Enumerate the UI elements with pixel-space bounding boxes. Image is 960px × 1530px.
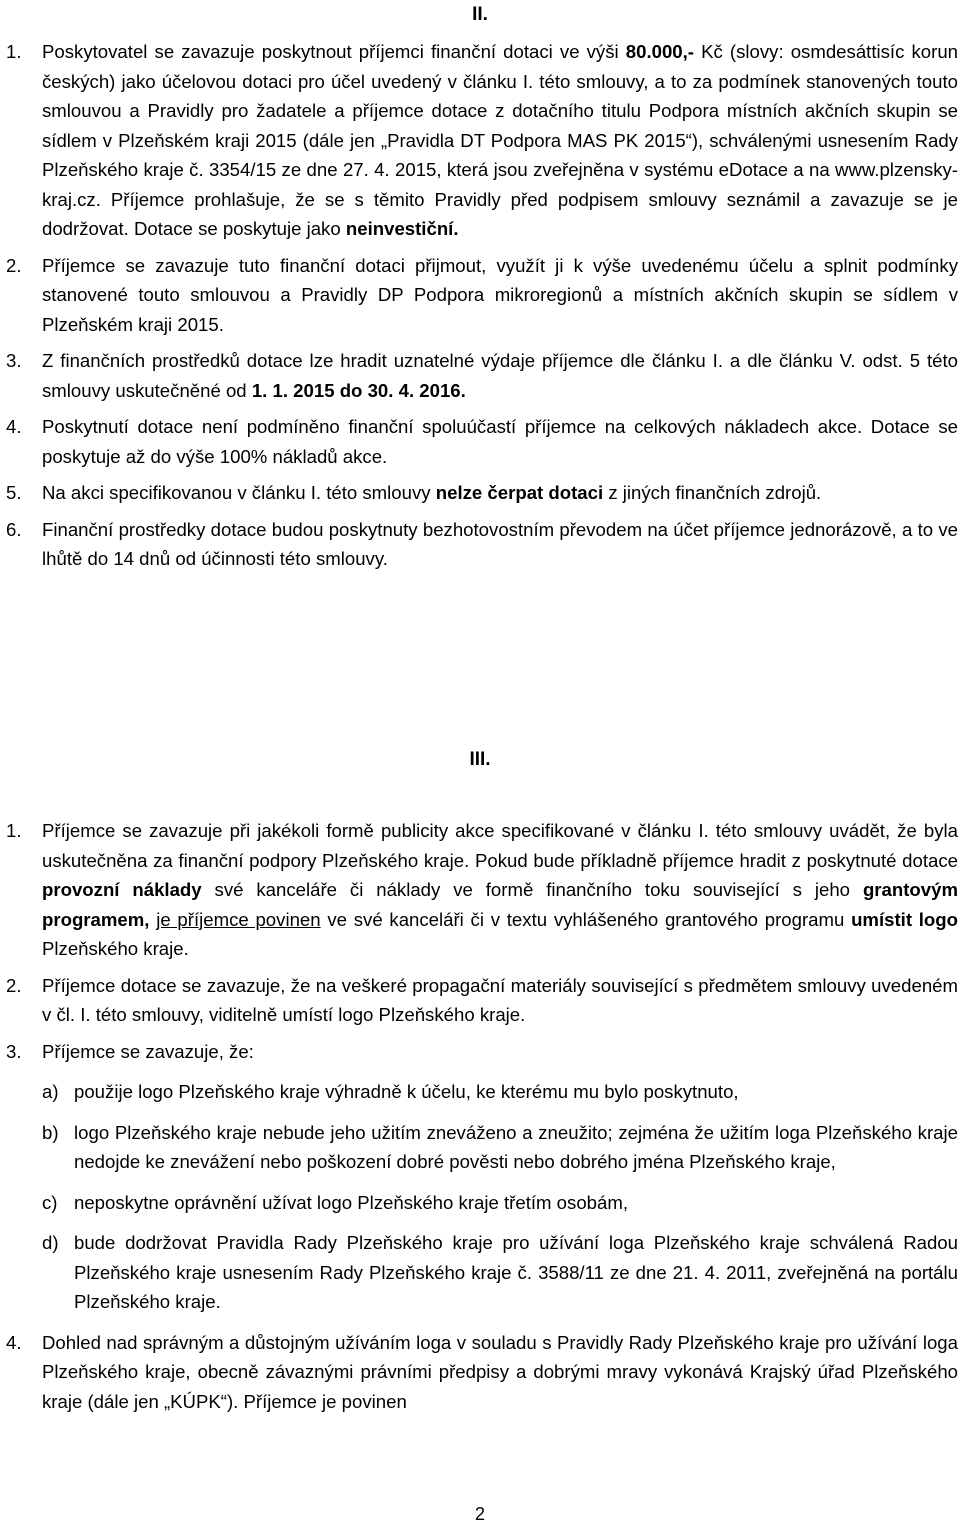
sub-item-text: logo Plzeňského kraje nebude jeho užitím zneváženo a zneužito; zejména že užitím loga Plzeňského kraje nedojde ke znevážení nebo poškození dobré pověsti nebo dobrého jména Plzeňského kraje, bbox=[74, 1121, 958, 1172]
place-logo-bold: umístit logo bbox=[851, 908, 959, 930]
obligation-underlined: je příjemce povinen bbox=[156, 908, 321, 930]
item-text: Plzeňského kraje. bbox=[42, 938, 189, 959]
item-text: Dohled nad správným a důstojným užíváním loga v souladu s Pravidly Rady Plzeňského kraje pro užívání loga Plzeňského kraje, obecně závaznými právními předpisy a dobrými mravy vykonává Krajský úřad Plzeňského kraje (dále jen „KÚPK“). Příjemce je povinen bbox=[42, 1331, 958, 1412]
amount-bold: 80.000,- bbox=[625, 41, 694, 62]
sub-item-letter: c) bbox=[42, 1191, 58, 1213]
section-iii-item-3 bbox=[6, 1037, 958, 1317]
operating-costs-bold: provozní náklady bbox=[42, 879, 202, 900]
item-text: Z finančních prostředků dotace lze hradit uznatelné výdaje příjemce dle článku I. a dle článku V. odst. 5 této smlouvy uskutečněné od bbox=[42, 350, 958, 401]
item-text: Na akci specifikovanou v článku I. této smlouvy bbox=[42, 482, 436, 503]
item-number: 2. bbox=[6, 254, 22, 276]
item-number: 6. bbox=[6, 518, 22, 540]
item-text: Příjemce se zavazuje tuto finanční dotaci přijmout, využít ji k výše uvedenému účelu a splnit podmínky stanovené touto smlouvou a Pravidly DP Podpora mikroregionů a místních akčních skupin se sídlem v Plzeňském kraji 2015. bbox=[42, 254, 958, 335]
item-text: z jiných finančních zdrojů. bbox=[603, 482, 822, 503]
item-number: 4. bbox=[6, 416, 22, 437]
sub-item-a bbox=[42, 1077, 958, 1107]
sub-item-text: použije logo Plzeňského kraje výhradně k účelu, ke kterému mu bylo poskytnuto, bbox=[74, 1081, 739, 1102]
section-iii-list bbox=[6, 816, 958, 1423]
section-iii-item-4 bbox=[6, 1328, 958, 1417]
noninvestment-bold: neinvestiční. bbox=[345, 218, 459, 239]
item-number: 5. bbox=[6, 482, 22, 503]
sub-item-letter: a) bbox=[42, 1081, 59, 1102]
section-iii-item-1 bbox=[6, 816, 958, 964]
section-ii-item-2 bbox=[6, 251, 958, 340]
item-text: Příjemce dotace se zavazuje, že na veškeré propagační materiály související s předmětem smlouvy uvedeném v čl. I. této smlouvy, viditelně umístí logo Plzeňského kraje. bbox=[42, 974, 958, 1025]
item-number: 2. bbox=[6, 974, 22, 996]
section-ii-item-1 bbox=[6, 37, 958, 244]
section-ii-list bbox=[6, 37, 958, 581]
item-number: 3. bbox=[6, 350, 22, 371]
page-number: 2 bbox=[474, 1504, 485, 1524]
section-ii-item-4 bbox=[6, 412, 958, 471]
item-text: Finanční prostředky dotace budou poskytnuty bezhotovostním převodem na účet příjemce jednorázově, a to ve lhůtě do 14 dnů od účinnosti této smlouvy. bbox=[42, 518, 958, 569]
sub-item-c bbox=[42, 1188, 958, 1218]
item-number: 1. bbox=[6, 41, 22, 62]
section-ii-item-3 bbox=[6, 346, 958, 405]
item-text: Kč (slovy: osmdesáttisíc korun českých) jako účelovou dotaci pro účel uvedený v článku I. této smlouvy, a to za podmínek stanovených touto smlouvou a Pravidly pro žadatele a příjemce dotace z dotačního titulu Podpora místních akčních skupin se sídlem v Plzeňském kraji 2015 (dále jen „Pravidla DT Podpora MAS PK 2015“), schválenými usnesením Rady Plzeňského kraje č. 3354/15 ze dne 27. 4. 2015, která jsou zveřejněna v systému eDotace a na www.plzensky-kraj.cz. Příjemce prohlašuje, že se s těmito Pravidly před podpisem smlouvy seznámil a zavazuje se je dodržovat. Dotace se poskytuje jako bbox=[42, 41, 958, 239]
item-text: Příjemce se zavazuje při jakékoli formě publicity akce specifikované v článku I. této smlouvy uvádět, že byla uskutečněna za finanční podpory Plzeňského kraje. Pokud bude příkladně příjemce hradit z poskytnuté dotace bbox=[42, 820, 958, 871]
section-heading-iii: III. bbox=[469, 749, 491, 770]
item-number: 1. bbox=[6, 820, 22, 841]
no-other-funding-bold: nelze čerpat dotaci bbox=[435, 482, 604, 503]
section-ii-item-5 bbox=[6, 478, 958, 508]
item-text: Poskytnutí dotace není podmíněno finanční spoluúčastí příjemce na celkových nákladech akce. Dotace se poskytuje až do výše 100% nákladů akce. bbox=[42, 416, 958, 467]
section-ii-item-6 bbox=[6, 515, 958, 574]
section-heading-ii: II. bbox=[472, 4, 488, 25]
sub-item-b bbox=[42, 1118, 958, 1177]
sub-item-text: neposkytne oprávnění užívat logo Plzeňského kraje třetím osobám, bbox=[74, 1191, 628, 1213]
section-iii-item-2 bbox=[6, 971, 958, 1030]
item-text: své kanceláře či náklady ve formě finančního toku související s jeho bbox=[201, 879, 863, 900]
sub-item-letter: b) bbox=[42, 1121, 59, 1143]
item-number: 4. bbox=[6, 1331, 22, 1353]
sub-item-letter: d) bbox=[42, 1232, 59, 1253]
sub-item-d bbox=[42, 1228, 958, 1317]
sub-item-text: bude dodržovat Pravidla Rady Plzeňského kraje pro užívání loga Plzeňského kraje schválená Radou Plzeňského kraje usnesením Rady Plzeňského kraje č. 3588/11 ze dne 21. 4. 2011, zveřejněná na portálu Plzeňského kraje. bbox=[74, 1232, 958, 1312]
item-text: ve své kanceláři či v textu vyhlášeného grantového programu bbox=[320, 908, 852, 930]
grant-program-bold: grantovým programem, bbox=[42, 879, 958, 930]
item-number: 3. bbox=[6, 1040, 22, 1062]
date-range-bold: 1. 1. 2015 do 30. 4. 2016. bbox=[251, 379, 466, 401]
item-text: Příjemce se zavazuje, že: bbox=[42, 1040, 254, 1062]
item-text: Poskytovatel se zavazuje poskytnout příjemci finanční dotaci ve výši bbox=[42, 41, 626, 62]
sub-list bbox=[42, 1077, 958, 1317]
